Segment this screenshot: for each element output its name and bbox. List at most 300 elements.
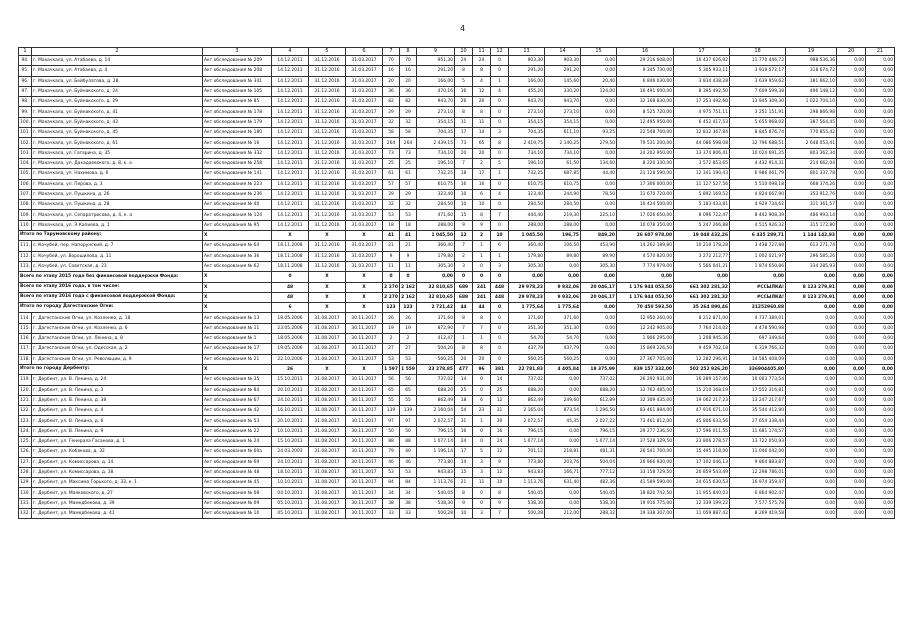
cell-area-municipal: 1 077,14 xyxy=(581,436,617,446)
cell-planned-move-out: 30.11.2017 xyxy=(346,344,383,354)
cell-fund-cost: 4 975 751,11 xyxy=(674,107,730,117)
total-row xyxy=(19,292,895,302)
cell-premises-private: 44 xyxy=(473,303,491,313)
cell-address: г. Махачкала, ул. Буйнакского, д. 29 xyxy=(32,97,203,107)
cell-residents-count: 79 xyxy=(383,447,400,457)
cell-extra-cost-b: 0,00 xyxy=(866,344,895,354)
cell-extra-cost-b: 0,00 xyxy=(866,282,895,292)
cell-extra-cost-a: 0,00 xyxy=(837,457,866,467)
column-number-2: 2 xyxy=(32,48,203,56)
cell-total-cost: 14 262 189,80 xyxy=(617,241,674,251)
cell-area-to-vacate: 688,20 xyxy=(509,385,545,395)
cell-residents-count: 65 xyxy=(383,385,400,395)
cell-local-cost: 0,00 xyxy=(786,272,837,282)
cell-premises-municipal: 5 xyxy=(491,158,509,168)
cell-premises-private: 8 xyxy=(473,313,491,323)
cell-row-number: 113. xyxy=(19,261,32,271)
cell-address: г. Дербент, ул. В. Ленина, д. 24 xyxy=(32,375,203,385)
cell-republic-cost: 3 919 572,17 xyxy=(730,66,786,76)
cell-premises-private: 1 xyxy=(473,334,491,344)
cell-total-area: 1 113,76 xyxy=(417,478,455,488)
cell-premises-count: 689 xyxy=(455,282,473,292)
cell-planned-move-out: 31.03.2017 xyxy=(346,117,383,127)
cell-total-cost: 24 202 950,00 xyxy=(617,148,674,158)
cell-extra-cost-b: 0,00 xyxy=(866,406,895,416)
cell-address: г. Махачкала, ул. Нахимова, д. 6 xyxy=(32,169,203,179)
cell-extra-cost-a: 0,00 xyxy=(837,509,866,519)
cell-local-cost: 0,00 xyxy=(786,334,837,344)
cell-survey-act: Акт обследования № 141 xyxy=(203,169,272,179)
cell-total-area: 305,30 xyxy=(417,261,455,271)
cell-total-area: 273,10 xyxy=(417,107,455,117)
cell-fund-cost: 15 495 218,00 xyxy=(674,447,730,457)
cell-row-number: 117. xyxy=(19,344,32,354)
cell-residents-to-move: 56 xyxy=(400,375,417,385)
cell-area-private: 218,81 xyxy=(545,447,581,457)
cell-survey-act: Акт обследования № 1 xyxy=(203,334,272,344)
cell-planned-end: 31.08.2017 xyxy=(309,416,346,426)
cell-premises-municipal: 1 xyxy=(491,251,509,261)
cell-extra-cost-a: 0,00 xyxy=(837,313,866,323)
table-row xyxy=(19,200,895,210)
table-row xyxy=(19,220,895,230)
cell-address: г. Махачкала, ул. Перова, д. 3 xyxy=(32,179,203,189)
cell-date-recognized: 14.12.2011 xyxy=(272,158,309,168)
cell-date-recognized: 05.10.2011 xyxy=(272,509,309,519)
cell-address: г. Дербент, ул. В. Ленина, д. 9 xyxy=(32,426,203,436)
cell-row-number: 127. xyxy=(19,457,32,467)
cell-total-area: 796,15 xyxy=(417,426,455,436)
cell-extra-cost-a: 0,00 xyxy=(837,158,866,168)
cell-planned-end: 31.08.2017 xyxy=(309,334,346,344)
table-row xyxy=(19,447,895,457)
cell-row-number: 103. xyxy=(19,148,32,158)
cell-premises-count: 18 xyxy=(455,395,473,405)
cell-date-recognized: 19.05.2006 xyxy=(272,344,309,354)
cell-total-cost: 839 157 332,00 xyxy=(617,364,674,374)
cell-date-recognized: 26 xyxy=(272,364,309,374)
cell-residents-count: 53 xyxy=(383,210,400,220)
cell-premises-private: 24 xyxy=(473,56,491,66)
column-number-row xyxy=(19,48,895,56)
cell-area-to-vacate: 1 077,14 xyxy=(509,436,545,446)
cell-planned-end: 31.12.2016 xyxy=(309,210,346,220)
cell-survey-act: Х xyxy=(203,231,272,241)
cell-fund-cost: 15 210 168,19 xyxy=(674,385,730,395)
cell-area-municipal: 453,90 xyxy=(581,241,617,251)
cell-survey-act: Акт обследования № 60а xyxy=(203,447,272,457)
cell-fund-cost: 11 955 840,03 xyxy=(674,488,730,498)
cell-planned-end: 31.12.2016 xyxy=(309,179,346,189)
cell-total-cost: 26 607 978,00 xyxy=(617,231,674,241)
cell-residents-to-move: 53 xyxy=(400,354,417,364)
cell-planned-move-out: Х xyxy=(346,303,383,313)
cell-local-cost: 0,00 xyxy=(786,416,837,426)
cell-planned-end: 31.12.2016 xyxy=(309,97,346,107)
total-row xyxy=(19,272,895,282)
cell-total-cost: 7 774 979,00 xyxy=(617,261,674,271)
cell-planned-move-out: 30.11.2017 xyxy=(346,488,383,498)
cell-planned-end: 31.08.2017 xyxy=(309,509,346,519)
cell-residents-to-move: 20 xyxy=(400,76,417,86)
cell-area-municipal: 225,10 xyxy=(581,210,617,220)
cell-planned-move-out: 31.03.2017 xyxy=(346,200,383,210)
cell-extra-cost-a: 0,00 xyxy=(837,231,866,241)
cell-premises-municipal: 30 xyxy=(491,416,509,426)
cell-premises-count: 20 xyxy=(455,354,473,364)
cell-planned-move-out: 30.11.2017 xyxy=(346,447,383,457)
cell-premises-count: 12 xyxy=(455,231,473,241)
cell-extra-cost-b: 0,00 xyxy=(866,272,895,282)
cell-area-municipal: 0,00 xyxy=(581,344,617,354)
cell-premises-private: 8 xyxy=(473,344,491,354)
cell-fund-cost: 5 183 433,81 xyxy=(674,200,730,210)
cell-total-cost: 32 762 485,00 xyxy=(617,385,674,395)
cell-date-recognized: 14.12.2011 xyxy=(272,179,309,189)
cell-premises-municipal: 0 xyxy=(491,344,509,354)
cell-planned-end: 31.08.2017 xyxy=(309,467,346,477)
cell-premises-municipal: 0 xyxy=(491,334,509,344)
cell-survey-act: Акт обследования № 16 xyxy=(203,138,272,148)
cell-planned-move-out: 31.03.2017 xyxy=(346,261,383,271)
cell-residents-count: 32 xyxy=(383,117,400,127)
cell-row-number: 96. xyxy=(19,76,32,86)
cell-planned-move-out: 31.03.2017 xyxy=(346,56,383,66)
cell-area-to-vacate: 0,00 xyxy=(509,272,545,282)
cell-row-number: 131. xyxy=(19,498,32,508)
cell-planned-end: 31.12.2016 xyxy=(309,107,346,117)
cell-area-private: 89,80 xyxy=(545,251,581,261)
table-row xyxy=(19,488,895,498)
cell-local-cost: 0,00 xyxy=(786,354,837,364)
cell-local-cost: 8 123 279,91 xyxy=(786,292,837,302)
cell-residents-to-move: 70 xyxy=(400,56,417,66)
cell-row-number: 99. xyxy=(19,107,32,117)
cell-fund-cost: 35 264 890,46 xyxy=(674,303,730,313)
cell-republic-cost: 6 435 289,71 xyxy=(730,231,786,241)
table-row xyxy=(19,107,895,117)
cell-premises-municipal: 0 xyxy=(491,117,509,127)
cell-planned-move-out: 30.11.2017 xyxy=(346,354,383,364)
cell-extra-cost-b: 0,00 xyxy=(866,148,895,158)
cell-date-recognized: 14.12.2011 xyxy=(272,200,309,210)
cell-area-municipal: 18 375,99 xyxy=(581,364,617,374)
cell-survey-act: Акт обследования № 67 xyxy=(203,395,272,405)
cell-area-to-vacate: 943,70 xyxy=(509,97,545,107)
cell-local-cost: 0,00 xyxy=(786,488,837,498)
cell-residents-to-move: 55 xyxy=(400,395,417,405)
cell-residents-count: 16 xyxy=(383,66,400,76)
cell-planned-move-out: 30.11.2017 xyxy=(346,478,383,488)
cell-planned-move-out: 30.11.2017 xyxy=(346,375,383,385)
cell-survey-act: Х xyxy=(203,282,272,292)
cell-row-number: 108. xyxy=(19,200,32,210)
cell-area-to-vacate: 1 775,64 xyxy=(509,303,545,313)
cell-address: г. Дербент, ул. В. Ленина, д. 38 xyxy=(32,395,203,405)
cell-fund-cost: 19 048 432,26 xyxy=(674,231,730,241)
cell-local-cost: 0,00 xyxy=(786,467,837,477)
cell-planned-end: 31.08.2017 xyxy=(309,375,346,385)
table-row xyxy=(19,334,895,344)
cell-address: с. Кочубей, ул. Советская, д. 23 xyxy=(32,261,203,271)
cell-area-to-vacate: 273,10 xyxy=(509,107,545,117)
cell-total-area: 360,40 xyxy=(417,241,455,251)
cell-extra-cost-b: 0,00 xyxy=(866,158,895,168)
cell-total-area: 500,28 xyxy=(417,509,455,519)
cell-premises-count: 21 xyxy=(455,478,473,488)
cell-area-municipal: 737,02 xyxy=(581,375,617,385)
cell-residents-count: 32 xyxy=(383,200,400,210)
cell-local-cost: 801 337,78 xyxy=(786,169,837,179)
cell-residents-to-move: 264 xyxy=(400,138,417,148)
cell-area-private: 203,76 xyxy=(545,457,581,467)
cell-premises-municipal: 7 xyxy=(491,509,509,519)
cell-area-municipal: 0,00 xyxy=(581,97,617,107)
cell-row-number: 114. xyxy=(19,313,32,323)
cell-area-private: 371,60 xyxy=(545,313,581,323)
cell-residents-to-move: 123 xyxy=(400,303,417,313)
cell-area-to-vacate: 701,12 xyxy=(509,447,545,457)
cell-area-municipal: 0,00 xyxy=(581,200,617,210)
cell-area-private: 4 405,84 xyxy=(545,364,581,374)
cell-extra-cost-b: 0,00 xyxy=(866,478,895,488)
cell-row-number: 124. xyxy=(19,426,32,436)
cell-planned-end: 31.12.2016 xyxy=(309,200,346,210)
table-row xyxy=(19,158,895,168)
cell-republic-cost: 1 874 650,86 xyxy=(730,261,786,271)
cell-republic-cost: 3 639 959,62 xyxy=(730,76,786,86)
cell-extra-cost-b: 0,00 xyxy=(866,303,895,313)
cell-residents-count: 61 xyxy=(383,169,400,179)
cell-date-recognized: 20.10.2011 xyxy=(272,385,309,395)
cell-republic-cost: 12 298 786,01 xyxy=(730,467,786,477)
cell-premises-count: 20 xyxy=(455,148,473,158)
cell-date-recognized: 18.11.2008 xyxy=(272,241,309,251)
cell-address: г. Дербент, ул. Маяковского, д. 27 xyxy=(32,488,203,498)
cell-area-to-vacate: 560,25 xyxy=(509,354,545,364)
column-number-15: 15 xyxy=(581,48,617,56)
column-number-21: 21 xyxy=(866,48,895,56)
cell-fund-cost: 17 102 046,13 xyxy=(674,457,730,467)
cell-area-private: 2 140,25 xyxy=(545,138,581,148)
cell-premises-count: 16 xyxy=(455,86,473,96)
cell-republic-cost: 10 024 691,25 xyxy=(730,148,786,158)
cell-fund-cost: 11 127 527,56 xyxy=(674,179,730,189)
cell-address: г. Махачкала, ул. Пушкина, д. 28 xyxy=(32,200,203,210)
cell-address: с. Кочубей, пер. Напорунский, д. 7 xyxy=(32,241,203,251)
cell-extra-cost-b: 0,00 xyxy=(866,457,895,467)
cell-residents-count: 19 xyxy=(383,323,400,333)
cell-residents-count: 2 270 xyxy=(383,292,400,302)
cell-extra-cost-b: 0,00 xyxy=(866,220,895,230)
cell-area-to-vacate: 737,02 xyxy=(509,375,545,385)
cell-local-cost: 0,00 xyxy=(786,303,837,313)
cell-total-area: 737,02 xyxy=(417,375,455,385)
cell-total-area: 0,00 xyxy=(417,272,455,282)
cell-residents-count: 38 xyxy=(383,498,400,508)
cell-residents-count: 26 xyxy=(383,313,400,323)
cell-local-cost: 0,00 xyxy=(786,364,837,374)
column-number-4: 4 xyxy=(272,48,309,56)
cell-residents-to-move: 97 xyxy=(400,416,417,426)
cell-area-municipal: 124,00 xyxy=(581,86,617,96)
cell-premises-municipal: 16 xyxy=(491,426,509,436)
cell-planned-end: 31.12.2016 xyxy=(309,189,346,199)
cell-total-area: 32 810,65 xyxy=(417,282,455,292)
cell-residents-to-move: 33 xyxy=(400,509,417,519)
cell-republic-cost: 17 552 316,81 xyxy=(730,385,786,395)
cell-total-cost: 37 528 329,50 xyxy=(617,436,674,446)
cell-premises-private: 4 xyxy=(473,76,491,86)
cell-date-recognized: 14.12.2011 xyxy=(272,97,309,107)
cell-area-private: 1 775,64 xyxy=(545,303,581,313)
cell-republic-cost: 16 974 359,47 xyxy=(730,478,786,488)
cell-extra-cost-a: 0,00 xyxy=(837,426,866,436)
cell-residents-to-move: 25 xyxy=(400,158,417,168)
cell-republic-cost: 35 544 412,90 xyxy=(730,406,786,416)
cell-premises-private: 14 xyxy=(473,128,491,138)
cell-planned-end: 31.12.2016 xyxy=(309,169,346,179)
cell-republic-cost: 5 510 098,18 xyxy=(730,179,786,189)
cell-survey-act: Акт обследования № 13 xyxy=(203,313,272,323)
cell-residents-to-move: 27 xyxy=(400,344,417,354)
cell-date-recognized: Х xyxy=(272,231,309,241)
cell-planned-move-out: 30.11.2017 xyxy=(346,313,383,323)
cell-local-cost: 1 022 704,10 xyxy=(786,97,837,107)
cell-area-to-vacate: 179,80 xyxy=(509,251,545,261)
cell-area-private: 54,70 xyxy=(545,334,581,344)
cell-residents-to-move: 65 xyxy=(400,385,417,395)
cell-premises-private: 8 xyxy=(473,66,491,76)
cell-premises-municipal: 25 xyxy=(491,385,509,395)
cell-premises-count: 11 xyxy=(455,117,473,127)
cell-planned-move-out: 30.11.2017 xyxy=(346,385,383,395)
cell-area-municipal: 134,60 xyxy=(581,158,617,168)
table-row xyxy=(19,117,895,127)
total-row xyxy=(19,231,895,241)
cell-republic-cost: 10 003 773,54 xyxy=(730,375,786,385)
cell-extra-cost-b: 0,00 xyxy=(866,76,895,86)
cell-planned-move-out: 31.03.2017 xyxy=(346,128,383,138)
table-row xyxy=(19,66,895,76)
cell-total-area: 862,49 xyxy=(417,395,455,405)
cell-total-area: 166,00 xyxy=(417,76,455,86)
cell-planned-move-out: 30.11.2017 xyxy=(346,334,383,344)
cell-fund-cost: 13 374 806,41 xyxy=(674,148,730,158)
cell-survey-act: Акт обследования № 223 xyxy=(203,179,272,189)
cell-date-recognized: 18.05.2006 xyxy=(272,313,309,323)
cell-extra-cost-b: 0,00 xyxy=(866,426,895,436)
cell-date-recognized: 22.10.2006 xyxy=(272,354,309,364)
cell-residents-to-move: 61 xyxy=(400,169,417,179)
cell-area-to-vacate: 351,30 xyxy=(509,323,545,333)
cell-premises-count: 18 xyxy=(455,169,473,179)
cell-extra-cost-a: 0,00 xyxy=(837,406,866,416)
cell-date-recognized: 20.10.2011 xyxy=(272,416,309,426)
cell-extra-cost-b: 0,00 xyxy=(866,313,895,323)
cell-extra-cost-a: 0,00 xyxy=(837,76,866,86)
cell-survey-act: Акт обследования № 179 xyxy=(203,117,272,127)
cell-residents-to-move: 40 xyxy=(400,447,417,457)
column-number-13: 13 xyxy=(509,48,545,56)
cell-premises-count: 15 xyxy=(455,467,473,477)
table-row xyxy=(19,395,895,405)
cell-local-cost: 0,00 xyxy=(786,313,837,323)
cell-planned-end: 31.12.2016 xyxy=(309,86,346,96)
cell-area-private: 611,10 xyxy=(545,128,581,138)
cell-extra-cost-a: 0,00 xyxy=(837,261,866,271)
cell-address: г. Дагестанские Огни, ул. Революции, д. 9 xyxy=(32,354,203,364)
cell-planned-end: 31.12.2016 xyxy=(309,148,346,158)
cell-total-area: 1 045,50 xyxy=(417,231,455,241)
cell-area-private: 631,40 xyxy=(545,478,581,488)
cell-republic-cost: 4 515 926,32 xyxy=(730,220,786,230)
cell-extra-cost-a: 0,00 xyxy=(837,128,866,138)
cell-area-municipal: 20,40 xyxy=(581,76,617,86)
cell-fund-cost: 7 764 214,02 xyxy=(674,323,730,333)
cell-fund-cost: 6 452 417,53 xyxy=(674,117,730,127)
cell-row-number: 107. xyxy=(19,189,32,199)
cell-planned-move-out: 31.03.2017 xyxy=(346,107,383,117)
cell-date-recognized: 14.12.2011 xyxy=(272,128,309,138)
cell-premises-municipal: 12 xyxy=(491,395,509,405)
cell-premises-private: 0 xyxy=(473,498,491,508)
cell-premises-municipal: 12 xyxy=(491,467,509,477)
cell-local-cost: 770 855,42 xyxy=(786,128,837,138)
cell-survey-act: Акт обследования № 11 xyxy=(203,323,272,333)
cell-area-private: 0,00 xyxy=(545,426,581,436)
table-row xyxy=(19,128,895,138)
cell-date-recognized: 14.12.2011 xyxy=(272,169,309,179)
cell-premises-private: 7 xyxy=(473,323,491,333)
cell-residents-count: 18 xyxy=(383,220,400,230)
cell-area-private: 0,00 xyxy=(545,375,581,385)
cell-fund-cost: 5 247 266,88 xyxy=(674,220,730,230)
cell-residents-to-move: 73 xyxy=(400,148,417,158)
cell-local-cost: 311 361,57 xyxy=(786,200,837,210)
cell-local-cost: 0,00 xyxy=(786,509,837,519)
cell-total-cost: 70 450 593,50 xyxy=(617,303,674,313)
cell-survey-act: Акт обследования № 53 xyxy=(203,416,272,426)
cell-total-cost: 4 570 820,00 xyxy=(617,251,674,261)
cell-local-cost: 298 866,98 xyxy=(786,107,837,117)
cell-extra-cost-a: 0,00 xyxy=(837,323,866,333)
cell-premises-private: 11 xyxy=(473,117,491,127)
cell-planned-move-out: 31.03.2017 xyxy=(346,179,383,189)
cell-total-area: 538,30 xyxy=(417,498,455,508)
cell-local-cost: 0,00 xyxy=(786,436,837,446)
cell-planned-end: 31.12.2016 xyxy=(309,261,346,271)
cell-residents-count: 50 xyxy=(383,426,400,436)
cell-fund-cost: 19 062 217,23 xyxy=(674,395,730,405)
cell-local-cost: 315 172,80 xyxy=(786,220,837,230)
cell-residents-count: 11 xyxy=(383,261,400,271)
cell-planned-end: 31.08.2017 xyxy=(309,498,346,508)
cell-date-recognized: 10.10.2011 xyxy=(272,426,309,436)
cell-area-private: 0,00 xyxy=(545,261,581,271)
cell-local-cost: 0,00 xyxy=(786,426,837,436)
cell-survey-act: Акт обследования № 08 xyxy=(203,488,272,498)
cell-area-private: 0,00 xyxy=(545,385,581,395)
cell-date-recognized: 14.12.2011 xyxy=(272,138,309,148)
cell-total-area: 872,90 xyxy=(417,323,455,333)
cell-premises-private: 241 xyxy=(473,282,491,292)
cell-residents-count: 264 xyxy=(383,138,400,148)
cell-fund-cost: 11 059 887,42 xyxy=(674,509,730,519)
cell-premises-municipal: 0 xyxy=(491,66,509,76)
table-row xyxy=(19,354,895,364)
cell-local-cost: 0,00 xyxy=(786,406,837,416)
